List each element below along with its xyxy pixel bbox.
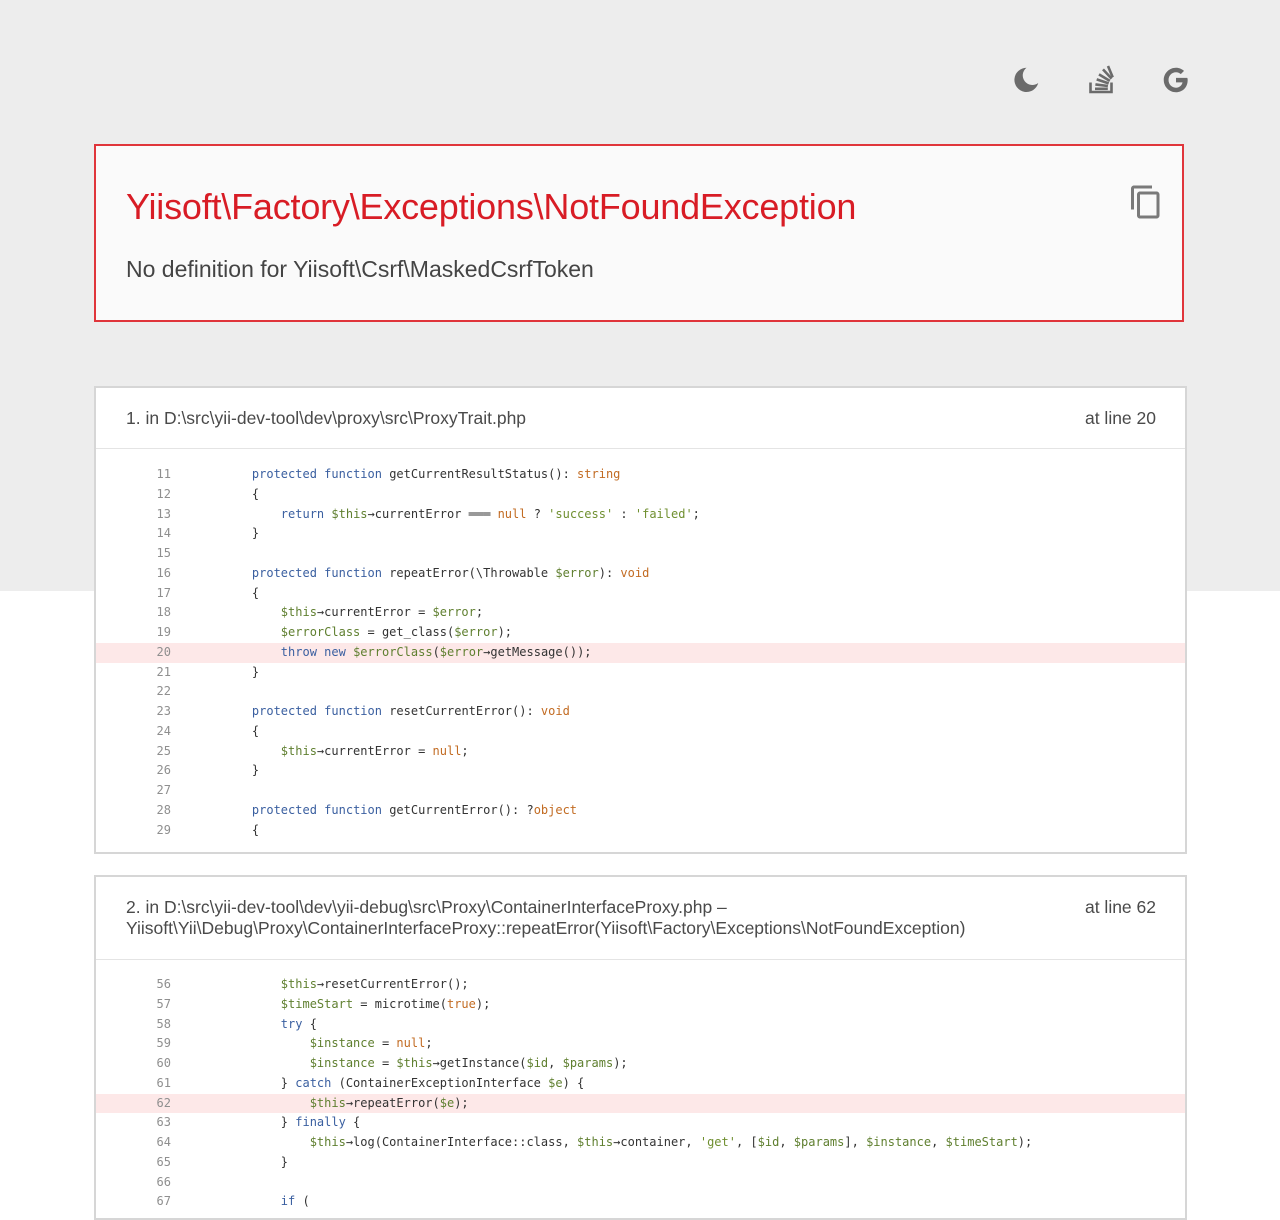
code-line [96, 1094, 1185, 1114]
code-line [96, 975, 1185, 995]
exception-title: Yiisoft\Factory\Exceptions\NotFoundException [126, 186, 857, 227]
exception-message: No definition for Yiisoft\Csrf\MaskedCsrfToken [126, 256, 594, 282]
copy-icon[interactable] [1128, 184, 1164, 220]
code-line [96, 1133, 1185, 1153]
line-number: 20 [156, 644, 171, 659]
code-line [96, 742, 1185, 762]
code-snippet [96, 465, 1185, 840]
line-number: 15 [156, 546, 171, 560]
line-source: protected function getCurrentResultStatus(): string [251, 467, 621, 481]
line-number: 56 [156, 977, 171, 991]
code-line [96, 485, 1185, 505]
line-source: protected function resetCurrentError(): void [251, 704, 570, 718]
code-line [96, 801, 1185, 821]
line-number: 27 [156, 783, 171, 797]
line-source: protected function repeatError(\Throwable $error): void [251, 565, 650, 580]
line-source: try { [280, 1016, 317, 1031]
code-line [96, 1054, 1185, 1074]
frame-file-path: 1. in D:\src\yii-dev-tool\dev\proxy\src\ProxyTrait.php [126, 408, 527, 428]
line-number: 26 [156, 763, 171, 778]
line-source: $instance = null; [309, 1036, 433, 1051]
line-source: $timeStart = microtime(true); [280, 996, 491, 1011]
line-source: if ( [280, 1194, 310, 1209]
code-snippet [96, 975, 1185, 1212]
code-line [96, 603, 1185, 623]
code-line [96, 1074, 1185, 1094]
code-line [96, 995, 1185, 1015]
frame-header[interactable] [96, 388, 1185, 449]
line-source: $this→resetCurrentError(); [280, 977, 469, 991]
code-line [96, 821, 1185, 841]
code-line [96, 663, 1185, 683]
line-number: 17 [156, 585, 171, 600]
code-line [96, 702, 1185, 722]
code-line [96, 623, 1185, 643]
line-number: 24 [156, 723, 171, 738]
line-source: $this→repeatError($e); [309, 1095, 469, 1110]
line-source: } catch (ContainerExceptionInterface $e) { [223, 1075, 585, 1090]
code-line [96, 1153, 1185, 1173]
line-source: { [223, 486, 260, 501]
line-source: $this→currentError = $error; [280, 605, 484, 620]
frame-line-number: at line 62 [1084, 897, 1156, 917]
line-number: 60 [156, 1056, 171, 1070]
line-source: { [223, 822, 260, 837]
frame-function-signature: Yiisoft\Yii\Debug\Proxy\ContainerInterfaceProxy::repeatError(Yiisoft\Factory\Exceptions\NotFoundException) [126, 918, 966, 938]
code-line [96, 682, 1185, 702]
code-line [96, 761, 1185, 781]
stackoverflow-icon[interactable] [1082, 60, 1122, 100]
line-number: 64 [156, 1135, 171, 1149]
code-line [96, 781, 1185, 801]
stack-frame [94, 386, 1187, 854]
toolbar [1004, 60, 1204, 100]
code-line [96, 643, 1185, 663]
line-source: { [223, 585, 260, 600]
code-line [96, 1034, 1185, 1054]
frame-file-path: 2. in D:\src\yii-dev-tool\dev\yii-debug\src\Proxy\ContainerInterfaceProxy.php – [126, 897, 727, 917]
line-number: 14 [156, 526, 171, 541]
line-number: 28 [156, 802, 171, 817]
line-number: 23 [156, 704, 171, 718]
line-source: } [223, 664, 260, 679]
line-number: 67 [156, 1194, 171, 1209]
line-number: 25 [156, 743, 171, 758]
line-number: 65 [156, 1154, 171, 1169]
line-number: 13 [156, 506, 171, 521]
code-line [96, 722, 1185, 742]
line-source: } [223, 1154, 289, 1169]
code-line [96, 524, 1185, 544]
line-source: $instance = $this→getInstance($id, $params); [309, 1056, 628, 1070]
line-number: 63 [156, 1115, 171, 1130]
line-source: return $this→currentError ═══ null ? 'success' : 'failed'; [280, 506, 700, 521]
exception-panel [94, 144, 1184, 322]
line-source: } finally { [223, 1115, 361, 1130]
line-number: 61 [156, 1075, 171, 1090]
line-number: 21 [156, 664, 171, 679]
line-number: 16 [156, 565, 171, 580]
line-source: $errorClass = get_class($error); [280, 625, 513, 639]
line-source: throw new $errorClass($error→getMessage()); [280, 644, 592, 659]
code-line [96, 505, 1185, 525]
frame-header[interactable] [96, 877, 1185, 960]
line-source: } [223, 526, 260, 541]
stack-frame [94, 875, 1187, 1220]
line-number: 12 [156, 486, 171, 501]
moon-icon[interactable] [1006, 60, 1046, 100]
line-source: protected function getCurrentError(): ?object [251, 802, 578, 817]
code-line [96, 1192, 1185, 1212]
line-number: 19 [156, 625, 171, 639]
code-line [96, 1015, 1185, 1035]
code-line [96, 1173, 1185, 1193]
code-line [96, 465, 1185, 485]
line-source: $this→log(ContainerInterface::class, $this→container, 'get', [$id, $params], $instance, $timeStart); [309, 1135, 1033, 1149]
line-source: { [223, 723, 260, 738]
line-number: 29 [156, 822, 171, 837]
code-line [96, 564, 1185, 584]
line-number: 22 [156, 684, 171, 699]
line-number: 18 [156, 605, 171, 620]
google-icon[interactable] [1156, 60, 1196, 100]
code-line [96, 584, 1185, 604]
line-source: $this→currentError = null; [280, 743, 469, 758]
frame-line-number: at line 20 [1084, 408, 1156, 428]
line-number: 59 [156, 1036, 171, 1051]
code-line [96, 544, 1185, 564]
line-number: 62 [156, 1095, 171, 1110]
code-line [96, 1113, 1185, 1133]
line-number: 11 [156, 467, 171, 481]
line-number: 57 [156, 996, 171, 1011]
line-source: } [223, 763, 260, 778]
line-number: 58 [156, 1016, 171, 1031]
line-number: 66 [156, 1174, 171, 1189]
